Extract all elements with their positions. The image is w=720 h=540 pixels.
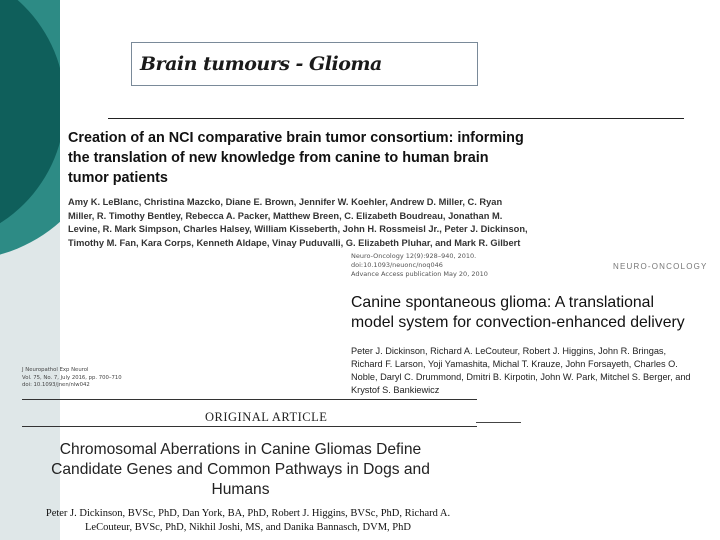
article-3-citation-2: Vol. 75, No. 7, July 2016, pp. 700–710 <box>22 374 122 381</box>
article-2-citation-2: doi:10.1093/neuonc/noq046 <box>351 261 443 269</box>
article-3-authors: Peter J. Dickinson, BVSc, PhD, Dan York, BA, PhD, Robert J. Higgins, BVSc, PhD, Richard A. LeCouteur, BVSc, PhD, Nikhil Joshi, MS, and Danika Bannasch, DVM, PhD <box>45 508 451 533</box>
article-2-footnote-rule <box>476 422 521 423</box>
article-3-top-rule <box>22 399 477 400</box>
article-2-journal-name: NEURO-ONCOLOGY <box>613 262 708 271</box>
article-2-citation-1: Neuro-Oncology 12(9):928–940, 2010. <box>351 252 477 260</box>
article-3-citation-3: doi: 10.1093/jnen/nlw042 <box>22 382 90 389</box>
article-2-citation-3: Advance Access publication May 20, 2010 <box>351 270 488 278</box>
article-2-clipping <box>351 252 708 397</box>
article-2-title: Canine spontaneous glioma: A translational model system for convection-enhanced delivery <box>351 294 685 331</box>
article-3-citation-1: J Neuropathol Exp Neurol <box>22 367 89 373</box>
article-2-authors: Peter J. Dickinson, Richard A. LeCouteur, Robert J. Higgins, John R. Bringas, Richard F. Larson, Yoji Yamashita, Michal T. Krauze, John Forsayeth, Charles O. Noble, Daryl C. Drummond, Dmitri B. Kirpotin, John W. Park, Mitchel S. Berger, and Krystof S. Bankiewicz <box>351 346 691 395</box>
article-1-authors: Amy K. LeBlanc, Christina Mazcko, Diane E. Brown, Jennifer W. Koehler, Andrew D. Miller, C. Ryan Miller, R. Timothy Bentley, Rebecca A. Packer, Matthew Breen, C. Elizabeth Boudreau, Jonathan M. Levine, R. Mark Simpson, Charles Halsey, William Kisseberth, John H. Rossmeisl Jr., Peter J. Dickinson, Timothy M. Fan, Kara Corps, Kenneth Aldape, Vinay Puduvalli, G. Elizabeth Pluhar, and Mark R. Gilbert <box>68 197 528 248</box>
title-divider <box>108 118 684 119</box>
article-3-bottom-rule <box>22 426 477 427</box>
slide-title: Brain tumours - Glioma <box>140 53 382 75</box>
article-3-title: Chromosomal Aberrations in Canine Gliomas Define Candidate Genes and Common Pathways in Dogs and Humans <box>51 441 430 498</box>
article-3-citation <box>22 367 122 390</box>
slide-title-box <box>131 42 478 86</box>
article-1-clipping <box>68 128 528 250</box>
article-3-section-label: ORIGINAL ARTICLE <box>205 410 328 424</box>
article-1-title: Creation of an NCI comparative brain tumor consortium: informing the translation of new knowledge from canine to human brain tumor patients <box>68 130 524 186</box>
